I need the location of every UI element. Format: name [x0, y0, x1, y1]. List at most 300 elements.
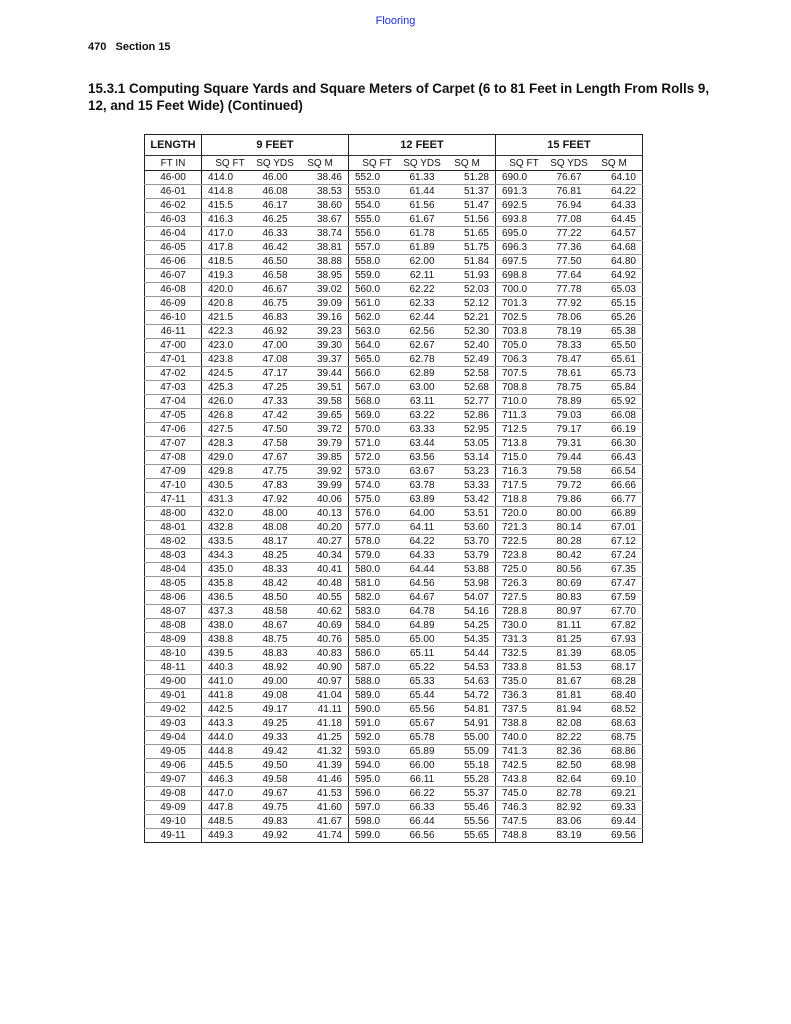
12ft-sq-yds-cell: 61.33 [399, 171, 445, 185]
9ft-sq-ft-cell: 435.8 [202, 577, 253, 591]
9ft-sq-ft-cell: 426.0 [202, 395, 253, 409]
table-row [145, 339, 643, 353]
9ft-sq-ft-cell: 444.8 [202, 745, 253, 759]
15ft-sq-ft-cell: 733.8 [496, 661, 547, 675]
12ft-sq-yds-cell: 61.67 [399, 213, 445, 227]
15ft-sq-ft-cell: 743.8 [496, 773, 547, 787]
15ft-sq-ft-cell: 716.3 [496, 465, 547, 479]
9ft-sq-m-cell: 39.02 [298, 283, 349, 297]
12ft-sq-m-cell: 53.05 [445, 437, 496, 451]
9ft-sq-ft-cell: 430.5 [202, 479, 253, 493]
15ft-sq-ft-cell: 701.3 [496, 297, 547, 311]
12ft-sq-ft-cell: 562.0 [349, 311, 400, 325]
9ft-sq-yds-cell: 48.92 [252, 661, 298, 675]
9ft-sq-m-cell: 40.13 [298, 507, 349, 521]
12ft-sq-yds-cell: 65.89 [399, 745, 445, 759]
9ft-sq-m-cell: 40.41 [298, 563, 349, 577]
12ft-sq-ft-cell: 574.0 [349, 479, 400, 493]
15ft-sq-m-cell: 67.47 [592, 577, 643, 591]
9ft-sq-ft-cell: 429.0 [202, 451, 253, 465]
12ft-sq-ft-cell: 557.0 [349, 241, 400, 255]
15ft-sq-ft-cell: 705.0 [496, 339, 547, 353]
table-row [145, 801, 643, 815]
12ft-sq-m-cell: 52.58 [445, 367, 496, 381]
9ft-sq-ft-cell: 414.0 [202, 171, 253, 185]
9ft-sq-yds-cell: 47.17 [252, 367, 298, 381]
table-row [145, 353, 643, 367]
12ft-sq-m-cell: 54.53 [445, 661, 496, 675]
15ft-sq-yds-cell: 82.92 [546, 801, 592, 815]
12ft-sq-m-cell: 55.18 [445, 759, 496, 773]
12ft-sq-ft-cell: 572.0 [349, 451, 400, 465]
9ft-sq-m-cell: 38.60 [298, 199, 349, 213]
length-cell: 48-02 [145, 535, 202, 549]
table-row [145, 535, 643, 549]
9ft-sq-m-cell: 40.27 [298, 535, 349, 549]
15ft-sq-yds-cell: 78.61 [546, 367, 592, 381]
15ft-sq-ft-cell: 742.5 [496, 759, 547, 773]
15ft-sq-m-cell: 68.63 [592, 717, 643, 731]
9ft-sq-ft-cell: 426.8 [202, 409, 253, 423]
length-cell: 49-06 [145, 759, 202, 773]
15ft-sq-m-cell: 66.54 [592, 465, 643, 479]
12ft-sq-yds-cell: 66.44 [399, 815, 445, 829]
9ft-sq-yds-cell: 47.33 [252, 395, 298, 409]
9ft-sq-m-cell: 38.95 [298, 269, 349, 283]
9ft-sq-yds-cell: 49.25 [252, 717, 298, 731]
9ft-sq-yds-cell: 46.58 [252, 269, 298, 283]
15ft-sq-m-cell: 69.56 [592, 829, 643, 843]
9ft-sq-m-cell: 39.85 [298, 451, 349, 465]
12ft-sq-ft-cell: 590.0 [349, 703, 400, 717]
12ft-sq-ft-cell: 565.0 [349, 353, 400, 367]
12ft-sq-ft-cell: 556.0 [349, 227, 400, 241]
carpet-conversion-table [144, 134, 643, 843]
12ft-sq-yds-cell: 66.56 [399, 829, 445, 843]
9ft-sq-ft-cell: 432.8 [202, 521, 253, 535]
15ft-sq-m-cell: 68.40 [592, 689, 643, 703]
12ft-sq-ft-cell: 576.0 [349, 507, 400, 521]
12ft-sq-ft-cell: 596.0 [349, 787, 400, 801]
table-row [145, 213, 643, 227]
9ft-sq-yds-cell: 48.00 [252, 507, 298, 521]
9ft-sq-m-cell: 39.65 [298, 409, 349, 423]
9ft-sq-ft-cell: 417.8 [202, 241, 253, 255]
12ft-sq-ft-cell: 587.0 [349, 661, 400, 675]
page-header [88, 41, 171, 53]
15ft-sq-yds-cell: 78.06 [546, 311, 592, 325]
9ft-sq-ft-cell: 444.0 [202, 731, 253, 745]
15ft-sq-m-cell: 67.59 [592, 591, 643, 605]
table-row [145, 731, 643, 745]
length-cell: 48-08 [145, 619, 202, 633]
table-row [145, 465, 643, 479]
15ft-sq-m-cell: 66.19 [592, 423, 643, 437]
length-cell: 49-11 [145, 829, 202, 843]
9ft-sq-m-cell: 40.97 [298, 675, 349, 689]
15ft-sq-yds-cell: 81.25 [546, 633, 592, 647]
12ft-sq-m-cell: 51.93 [445, 269, 496, 283]
9ft-sq-ft-cell: 416.3 [202, 213, 253, 227]
9ft-sq-ft-cell: 438.0 [202, 619, 253, 633]
table-row [145, 507, 643, 521]
9ft-sq-yds-cell: 47.08 [252, 353, 298, 367]
length-cell: 48-00 [145, 507, 202, 521]
12ft-sq-ft-cell: 571.0 [349, 437, 400, 451]
12-feet-group-header: 12 FEET [349, 135, 496, 156]
table-row [145, 591, 643, 605]
15ft-sq-ft-cell: 725.0 [496, 563, 547, 577]
page-title: 15.3.1 Computing Square Yards and Square Meters of Carpet (6 to 81 Feet in Length From Rolls 9, 12, and 15 Feet Wide) (Continued) [88, 81, 710, 113]
9ft-sq-m-cell: 41.32 [298, 745, 349, 759]
table-row [145, 577, 643, 591]
9ft-sq-yds-cell: 49.17 [252, 703, 298, 717]
12ft-sq-ft-cell: 561.0 [349, 297, 400, 311]
9ft-sq-m-cell: 40.06 [298, 493, 349, 507]
9ft-sq-m-cell: 38.46 [298, 171, 349, 185]
9ft-sq-yds-cell: 49.92 [252, 829, 298, 843]
15ft-sq-m-cell: 69.33 [592, 801, 643, 815]
length-cell: 47-06 [145, 423, 202, 437]
9ft-sq-m-cell: 39.30 [298, 339, 349, 353]
table-row [145, 521, 643, 535]
15ft-sq-yds-cell: 77.22 [546, 227, 592, 241]
15ft-sq-yds-cell: 76.67 [546, 171, 592, 185]
flooring-link[interactable]: Flooring [375, 15, 416, 27]
12ft-sq-m-cell: 52.21 [445, 311, 496, 325]
15ft-sq-yds-cell: 80.14 [546, 521, 592, 535]
12ft-sq-m-cell: 53.60 [445, 521, 496, 535]
9ft-sq-yds-cell: 46.25 [252, 213, 298, 227]
12ft-sq-ft-cell: 577.0 [349, 521, 400, 535]
table-body [145, 171, 643, 843]
table-row [145, 325, 643, 339]
9ft-sq-yds-cell: 48.08 [252, 521, 298, 535]
table-row [145, 689, 643, 703]
15ft-sq-yds-cell: 81.39 [546, 647, 592, 661]
9ft-sq-m-cell: 39.37 [298, 353, 349, 367]
15ft-sq-yds-cell: 77.78 [546, 283, 592, 297]
9ft-sq-ft-cell: 449.3 [202, 829, 253, 843]
15ft-sq-ft-cell: 746.3 [496, 801, 547, 815]
table-row [145, 171, 643, 185]
15ft-sq-m-cell: 64.57 [592, 227, 643, 241]
12ft-sq-ft-cell: 593.0 [349, 745, 400, 759]
15ft-sq-yds-cell: 82.36 [546, 745, 592, 759]
15ft-sq-m-cell: 67.24 [592, 549, 643, 563]
15ft-sq-yds-cell: 81.94 [546, 703, 592, 717]
table-row [145, 451, 643, 465]
9ft-sq-yds-cell: 47.50 [252, 423, 298, 437]
col-header-9ft-sq-ft: SQ FT [202, 156, 253, 171]
table-row [145, 717, 643, 731]
9ft-sq-ft-cell: 434.3 [202, 549, 253, 563]
15ft-sq-yds-cell: 83.06 [546, 815, 592, 829]
9ft-sq-ft-cell: 422.3 [202, 325, 253, 339]
15ft-sq-m-cell: 66.30 [592, 437, 643, 451]
15ft-sq-m-cell: 67.70 [592, 605, 643, 619]
9ft-sq-m-cell: 38.74 [298, 227, 349, 241]
9-feet-group-header: 9 FEET [202, 135, 349, 156]
12ft-sq-ft-cell: 578.0 [349, 535, 400, 549]
12ft-sq-yds-cell: 64.22 [399, 535, 445, 549]
length-cell: 47-05 [145, 409, 202, 423]
12ft-sq-m-cell: 52.49 [445, 353, 496, 367]
12ft-sq-m-cell: 55.46 [445, 801, 496, 815]
12ft-sq-m-cell: 52.77 [445, 395, 496, 409]
9ft-sq-yds-cell: 49.75 [252, 801, 298, 815]
length-cell: 47-09 [145, 465, 202, 479]
15ft-sq-ft-cell: 702.5 [496, 311, 547, 325]
12ft-sq-m-cell: 55.09 [445, 745, 496, 759]
12ft-sq-m-cell: 53.98 [445, 577, 496, 591]
15ft-sq-ft-cell: 693.8 [496, 213, 547, 227]
12ft-sq-yds-cell: 63.22 [399, 409, 445, 423]
9ft-sq-ft-cell: 415.5 [202, 199, 253, 213]
15ft-sq-yds-cell: 77.36 [546, 241, 592, 255]
9ft-sq-m-cell: 39.16 [298, 311, 349, 325]
15ft-sq-m-cell: 64.33 [592, 199, 643, 213]
15ft-sq-yds-cell: 79.31 [546, 437, 592, 451]
9ft-sq-m-cell: 41.39 [298, 759, 349, 773]
9ft-sq-m-cell: 41.53 [298, 787, 349, 801]
12ft-sq-ft-cell: 585.0 [349, 633, 400, 647]
12ft-sq-ft-cell: 588.0 [349, 675, 400, 689]
15ft-sq-ft-cell: 740.0 [496, 731, 547, 745]
9ft-sq-yds-cell: 49.58 [252, 773, 298, 787]
col-header-9ft-sq-m: SQ M [298, 156, 349, 171]
table-row [145, 619, 643, 633]
12ft-sq-ft-cell: 599.0 [349, 829, 400, 843]
col-header-ft-in: FT IN [145, 156, 202, 171]
9ft-sq-yds-cell: 49.33 [252, 731, 298, 745]
12ft-sq-ft-cell: 597.0 [349, 801, 400, 815]
15ft-sq-ft-cell: 727.5 [496, 591, 547, 605]
12ft-sq-ft-cell: 552.0 [349, 171, 400, 185]
9ft-sq-ft-cell: 442.5 [202, 703, 253, 717]
12ft-sq-yds-cell: 63.00 [399, 381, 445, 395]
15ft-sq-m-cell: 65.26 [592, 311, 643, 325]
9ft-sq-ft-cell: 443.3 [202, 717, 253, 731]
15ft-sq-m-cell: 67.12 [592, 535, 643, 549]
9ft-sq-ft-cell: 445.5 [202, 759, 253, 773]
12ft-sq-ft-cell: 582.0 [349, 591, 400, 605]
9ft-sq-yds-cell: 46.75 [252, 297, 298, 311]
15ft-sq-yds-cell: 80.97 [546, 605, 592, 619]
9ft-sq-ft-cell: 432.0 [202, 507, 253, 521]
15ft-sq-m-cell: 66.77 [592, 493, 643, 507]
table-row [145, 437, 643, 451]
length-cell: 46-11 [145, 325, 202, 339]
page-number: 470 [88, 41, 107, 53]
9ft-sq-ft-cell: 441.0 [202, 675, 253, 689]
length-cell: 49-00 [145, 675, 202, 689]
15ft-sq-yds-cell: 77.08 [546, 213, 592, 227]
12ft-sq-m-cell: 51.28 [445, 171, 496, 185]
12ft-sq-m-cell: 51.56 [445, 213, 496, 227]
length-cell: 46-10 [145, 311, 202, 325]
12ft-sq-m-cell: 55.28 [445, 773, 496, 787]
9ft-sq-yds-cell: 49.08 [252, 689, 298, 703]
9ft-sq-yds-cell: 49.42 [252, 745, 298, 759]
length-cell: 46-03 [145, 213, 202, 227]
9ft-sq-ft-cell: 417.0 [202, 227, 253, 241]
9ft-sq-yds-cell: 46.83 [252, 311, 298, 325]
9ft-sq-ft-cell: 420.8 [202, 297, 253, 311]
12ft-sq-ft-cell: 584.0 [349, 619, 400, 633]
9ft-sq-yds-cell: 46.08 [252, 185, 298, 199]
12ft-sq-m-cell: 55.56 [445, 815, 496, 829]
15ft-sq-yds-cell: 81.11 [546, 619, 592, 633]
12ft-sq-m-cell: 55.00 [445, 731, 496, 745]
9ft-sq-m-cell: 40.69 [298, 619, 349, 633]
length-cell: 47-00 [145, 339, 202, 353]
12ft-sq-yds-cell: 65.33 [399, 675, 445, 689]
15ft-sq-yds-cell: 79.72 [546, 479, 592, 493]
length-cell: 46-06 [145, 255, 202, 269]
15ft-sq-ft-cell: 692.5 [496, 199, 547, 213]
15ft-sq-ft-cell: 728.8 [496, 605, 547, 619]
15ft-sq-ft-cell: 708.8 [496, 381, 547, 395]
table-row [145, 787, 643, 801]
9ft-sq-ft-cell: 437.3 [202, 605, 253, 619]
15ft-sq-ft-cell: 703.8 [496, 325, 547, 339]
table-row [145, 409, 643, 423]
col-header-12ft-sq-yds: SQ YDS [399, 156, 445, 171]
col-header-15ft-sq-ft: SQ FT [496, 156, 547, 171]
12ft-sq-yds-cell: 62.67 [399, 339, 445, 353]
12ft-sq-m-cell: 53.23 [445, 465, 496, 479]
9ft-sq-ft-cell: 421.5 [202, 311, 253, 325]
15ft-sq-yds-cell: 82.50 [546, 759, 592, 773]
15ft-sq-ft-cell: 712.5 [496, 423, 547, 437]
9ft-sq-m-cell: 41.67 [298, 815, 349, 829]
9ft-sq-m-cell: 39.92 [298, 465, 349, 479]
9ft-sq-yds-cell: 48.33 [252, 563, 298, 577]
15ft-sq-yds-cell: 77.92 [546, 297, 592, 311]
table-row [145, 297, 643, 311]
15ft-sq-yds-cell: 80.69 [546, 577, 592, 591]
9ft-sq-yds-cell: 47.25 [252, 381, 298, 395]
9ft-sq-ft-cell: 433.5 [202, 535, 253, 549]
table-row [145, 745, 643, 759]
table-row [145, 759, 643, 773]
15ft-sq-yds-cell: 78.19 [546, 325, 592, 339]
length-cell: 46-08 [145, 283, 202, 297]
15ft-sq-ft-cell: 700.0 [496, 283, 547, 297]
15ft-sq-yds-cell: 77.50 [546, 255, 592, 269]
12ft-sq-yds-cell: 66.00 [399, 759, 445, 773]
15ft-sq-yds-cell: 78.89 [546, 395, 592, 409]
9ft-sq-ft-cell: 419.3 [202, 269, 253, 283]
9ft-sq-yds-cell: 46.42 [252, 241, 298, 255]
9ft-sq-m-cell: 41.60 [298, 801, 349, 815]
length-cell: 48-06 [145, 591, 202, 605]
9ft-sq-m-cell: 39.72 [298, 423, 349, 437]
9ft-sq-ft-cell: 447.0 [202, 787, 253, 801]
15ft-sq-yds-cell: 76.81 [546, 185, 592, 199]
12ft-sq-ft-cell: 560.0 [349, 283, 400, 297]
12ft-sq-yds-cell: 63.33 [399, 423, 445, 437]
15ft-sq-ft-cell: 732.5 [496, 647, 547, 661]
9ft-sq-m-cell: 39.23 [298, 325, 349, 339]
table-row [145, 269, 643, 283]
15ft-sq-yds-cell: 78.33 [546, 339, 592, 353]
length-cell: 47-07 [145, 437, 202, 451]
12ft-sq-yds-cell: 64.33 [399, 549, 445, 563]
length-cell: 47-11 [145, 493, 202, 507]
15ft-sq-yds-cell: 77.64 [546, 269, 592, 283]
12ft-sq-ft-cell: 567.0 [349, 381, 400, 395]
9ft-sq-m-cell: 41.11 [298, 703, 349, 717]
15ft-sq-ft-cell: 691.3 [496, 185, 547, 199]
12ft-sq-yds-cell: 62.22 [399, 283, 445, 297]
length-cell: 46-04 [145, 227, 202, 241]
table-row [145, 647, 643, 661]
15ft-sq-yds-cell: 79.58 [546, 465, 592, 479]
table-header [145, 135, 643, 171]
15ft-sq-m-cell: 64.92 [592, 269, 643, 283]
group-header-row [145, 135, 643, 156]
15ft-sq-yds-cell: 82.64 [546, 773, 592, 787]
12ft-sq-yds-cell: 64.89 [399, 619, 445, 633]
12ft-sq-ft-cell: 564.0 [349, 339, 400, 353]
length-cell: 49-08 [145, 787, 202, 801]
12ft-sq-yds-cell: 62.78 [399, 353, 445, 367]
length-cell: 46-02 [145, 199, 202, 213]
9ft-sq-ft-cell: 439.5 [202, 647, 253, 661]
length-cell: 46-01 [145, 185, 202, 199]
9ft-sq-yds-cell: 46.92 [252, 325, 298, 339]
15ft-sq-ft-cell: 738.8 [496, 717, 547, 731]
table-row [145, 605, 643, 619]
15ft-sq-yds-cell: 78.75 [546, 381, 592, 395]
15ft-sq-m-cell: 69.10 [592, 773, 643, 787]
table-row [145, 395, 643, 409]
9ft-sq-m-cell: 41.25 [298, 731, 349, 745]
12ft-sq-yds-cell: 65.22 [399, 661, 445, 675]
length-cell: 48-04 [145, 563, 202, 577]
12ft-sq-yds-cell: 61.78 [399, 227, 445, 241]
length-cell: 49-09 [145, 801, 202, 815]
15ft-sq-m-cell: 66.43 [592, 451, 643, 465]
col-header-9ft-sq-yds: SQ YDS [252, 156, 298, 171]
length-cell: 49-07 [145, 773, 202, 787]
15ft-sq-m-cell: 68.52 [592, 703, 643, 717]
sub-header-row [145, 156, 643, 171]
table-row [145, 815, 643, 829]
15ft-sq-ft-cell: 737.5 [496, 703, 547, 717]
15ft-sq-m-cell: 64.80 [592, 255, 643, 269]
9ft-sq-yds-cell: 49.67 [252, 787, 298, 801]
length-cell: 49-03 [145, 717, 202, 731]
9ft-sq-m-cell: 38.53 [298, 185, 349, 199]
table-row [145, 241, 643, 255]
12ft-sq-m-cell: 51.37 [445, 185, 496, 199]
15ft-sq-m-cell: 68.75 [592, 731, 643, 745]
length-cell: 47-04 [145, 395, 202, 409]
12ft-sq-yds-cell: 63.67 [399, 465, 445, 479]
length-cell: 48-09 [145, 633, 202, 647]
15ft-sq-m-cell: 68.98 [592, 759, 643, 773]
15ft-sq-m-cell: 64.68 [592, 241, 643, 255]
12ft-sq-m-cell: 52.95 [445, 423, 496, 437]
15ft-sq-ft-cell: 697.5 [496, 255, 547, 269]
15ft-sq-yds-cell: 80.83 [546, 591, 592, 605]
15ft-sq-ft-cell: 690.0 [496, 171, 547, 185]
15ft-sq-yds-cell: 81.81 [546, 689, 592, 703]
9ft-sq-ft-cell: 438.8 [202, 633, 253, 647]
